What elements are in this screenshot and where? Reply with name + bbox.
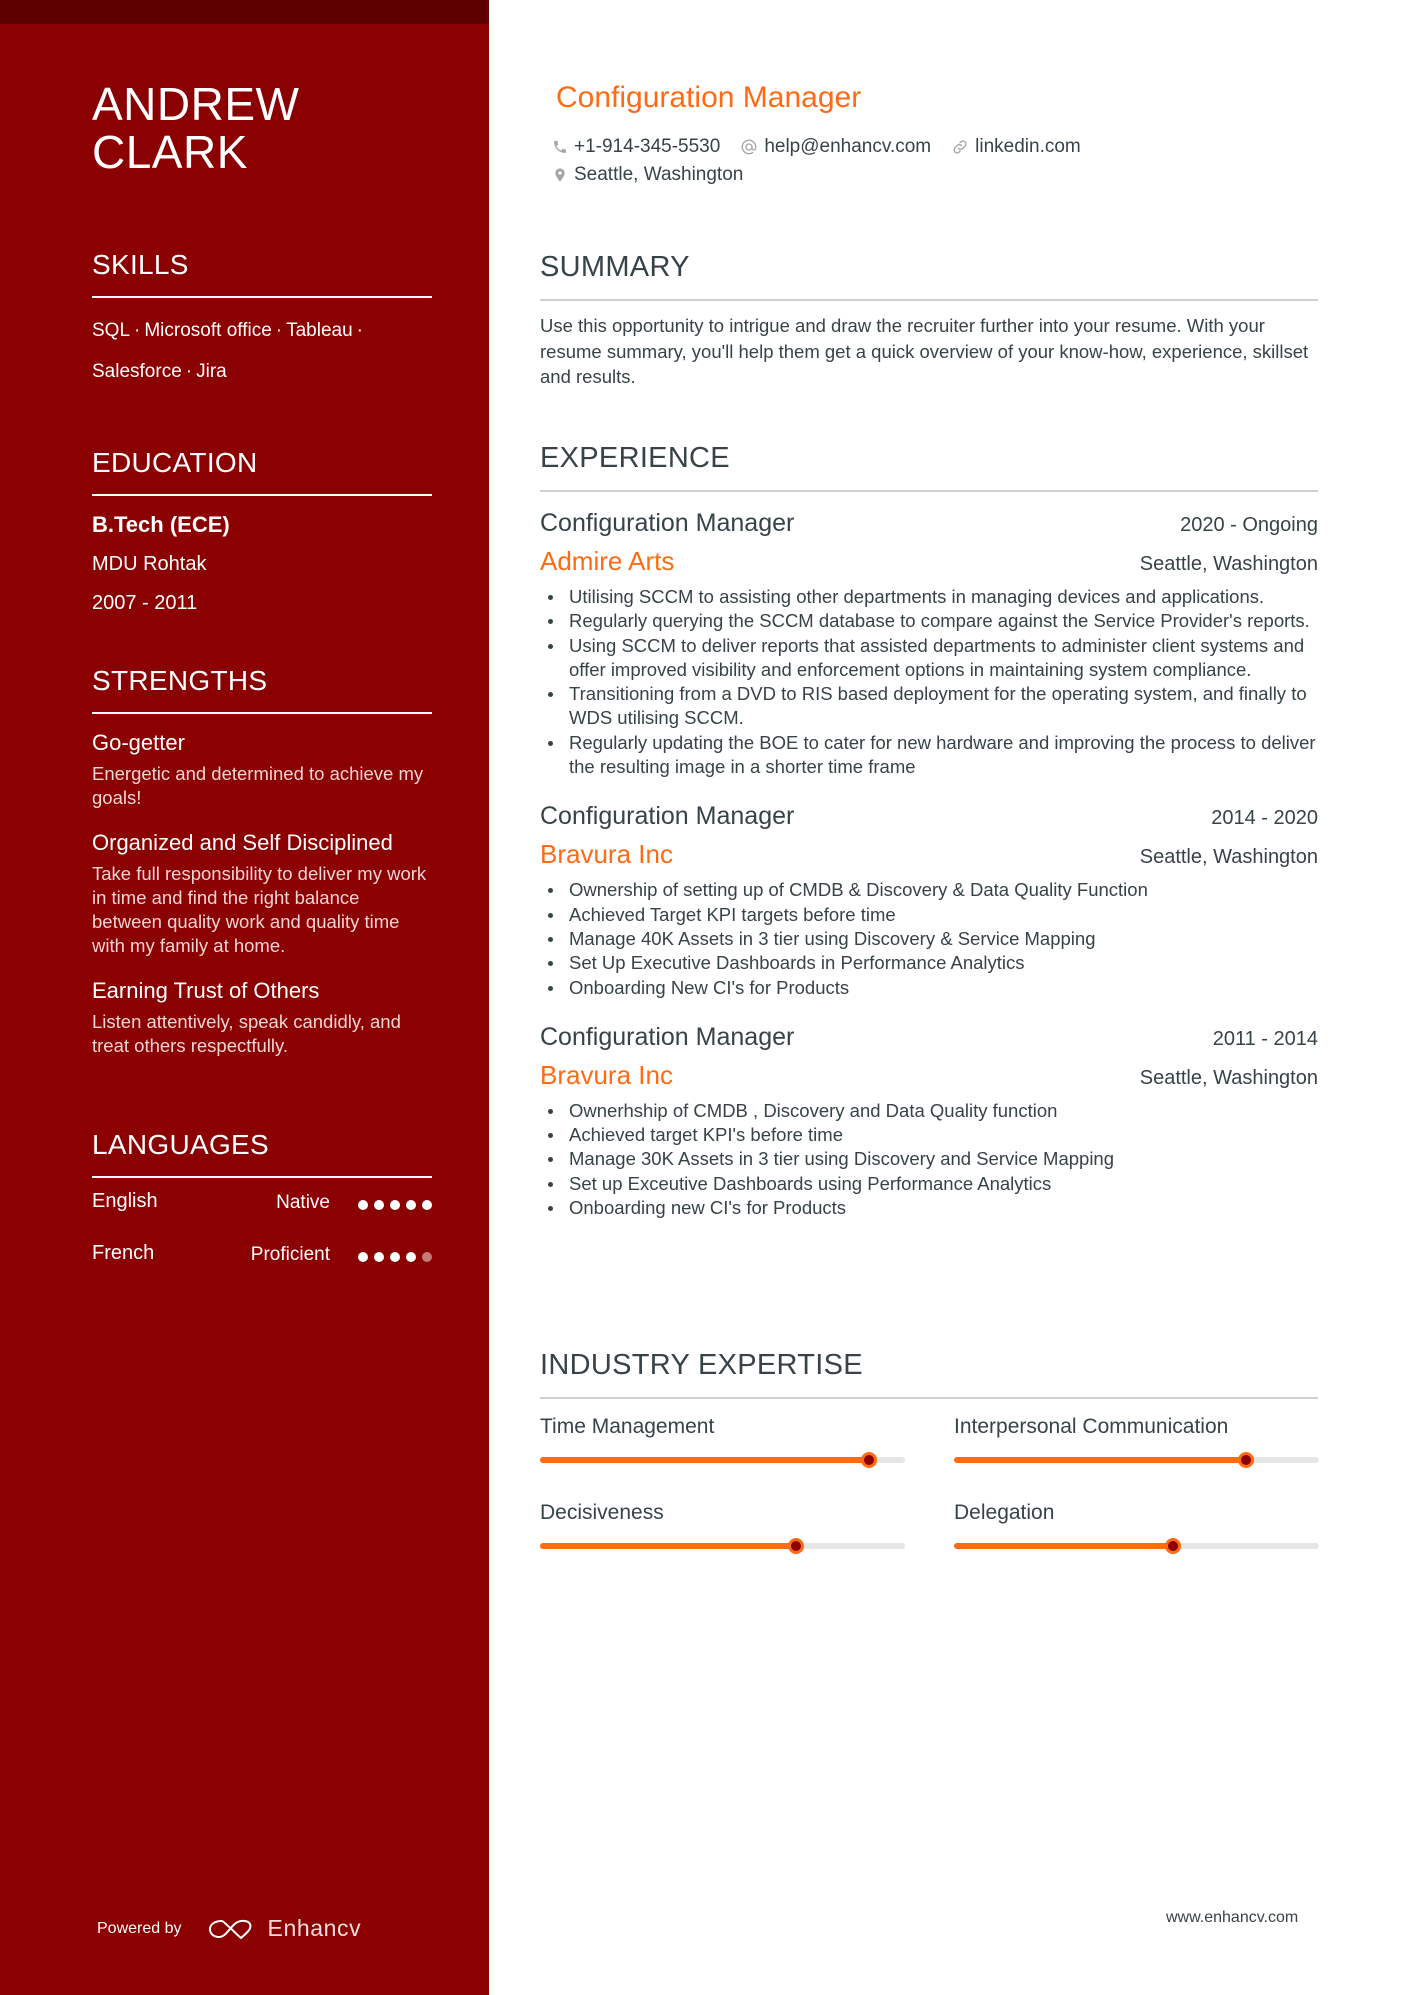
education-degree: B.Tech (ECE) [92,512,230,537]
sidebar [0,0,489,1995]
experience-company-row [540,1056,1318,1097]
experience-header-row [540,799,1318,835]
education-divider [92,494,432,496]
rating-dot-empty [422,1252,432,1262]
experience-header-row [540,506,1318,542]
rating-dot-filled [406,1200,416,1210]
skills-divider [92,296,432,298]
expertise-item [540,1413,905,1463]
skill-tag: Tableau [286,320,353,341]
education-title: EDUCATION [92,447,258,478]
skills-line-1 [92,310,432,351]
skill-tag: Salesforce [92,361,182,382]
enhancv-logo-icon [208,1917,254,1941]
at-icon [740,138,758,156]
experience-bullet: Using SCCM to deliver reports that assisted departments to administer client systems and offer improved visibility and enforcement options in maintaining system compliance. [540,634,1318,683]
location-pin-icon [552,166,568,184]
enhancv-wordmark: Enhancv [267,1915,362,1941]
language-name: French [92,1242,155,1264]
education-section [92,446,432,618]
experience-company-row [540,835,1318,876]
rating-dot-filled [390,1252,400,1262]
candidate-name [92,80,299,176]
language-rating-dots [358,1200,432,1210]
experience-bullet: Ownership of setting up of CMDB & Discovery & Data Quality Function [540,878,1318,902]
contact-phone[interactable] [552,136,720,158]
rating-dot-filled [422,1200,432,1210]
summary-text: Use this opportunity to intrigue and draw the recruiter further into your resume. With your resume summary, you'll help them get a quick overview of your know-how, experience, skillset and results. [540,315,1309,387]
experience-bullet: Ownerhship of CMDB , Discovery and Data Quality function [540,1099,1318,1123]
rating-dot-filled [374,1200,384,1210]
experience-divider [540,490,1318,492]
expertise-bar-fill [954,1457,1246,1463]
expertise-item [540,1499,905,1549]
strength-item [92,728,432,810]
experience-header-row [540,1020,1318,1056]
experience-dates: 2011 - 2014 [1212,1027,1318,1050]
rating-dot-filled [390,1200,400,1210]
experience-entry [540,799,1318,999]
strengths-divider [92,712,432,714]
contact-row-2 [552,161,1101,189]
skills-list [92,310,432,392]
expertise-bar-fill [540,1543,796,1549]
expertise-grid [540,1413,1318,1549]
summary-section [540,250,1318,390]
skill-tag: SQL [92,320,131,341]
phone-text: +1-914-345-5530 [574,136,721,157]
expertise-bar-knob [1165,1538,1181,1554]
skill-tag: Jira [196,361,227,382]
strengths-section [92,664,432,1058]
experience-role: Configuration Manager [540,1022,795,1051]
expertise-bar-track [954,1457,1319,1463]
experience-dates: 2014 - 2020 [1211,807,1318,830]
powered-by [97,1915,361,1942]
job-title: Configuration Manager [556,81,862,114]
experience-entry [540,1020,1318,1220]
rating-dot-filled [406,1252,416,1262]
expertise-divider [540,1397,1318,1399]
email-text: help@enhancv.com [764,136,932,157]
expertise-label: Delegation [954,1501,1055,1524]
skill-separator: · [275,320,283,341]
expertise-label: Decisiveness [540,1501,664,1524]
summary-divider [540,299,1318,301]
contact-email[interactable] [740,136,931,158]
experience-bullet: Onboarding New CI's for Products [540,976,1318,1000]
experience-location: Seattle, Washington [1139,1066,1318,1089]
enhancv-logo[interactable] [208,1915,362,1942]
strengths-title: STRENGTHS [92,665,268,696]
experience-location: Seattle, Washington [1139,553,1318,575]
experience-company: Bravura Inc [540,839,673,870]
language-name: English [92,1190,158,1212]
languages-section [92,1128,432,1282]
name-last: CLARK [92,126,248,178]
skill-tag: Microsoft office [144,320,272,341]
rating-dot-filled [374,1252,384,1262]
contact-info [552,133,1101,189]
experience-company: Admire Arts [540,546,675,576]
expertise-bar-fill [540,1457,869,1463]
experience-company-row [540,542,1318,583]
experience-role: Configuration Manager [540,509,795,537]
experience-title: EXPERIENCE [540,442,730,474]
expertise-bar-track [540,1457,905,1463]
skill-separator: · [356,320,363,341]
contact-row-1 [552,133,1101,161]
education-school: MDU Rohtak [92,553,207,575]
experience-bullet: Manage 40K Assets in 3 tier using Discovery & Service Mapping [540,927,1318,951]
languages-title: LANGUAGES [92,1129,269,1160]
education-years: 2007 - 2011 [92,592,198,614]
expertise-bar-fill [954,1543,1173,1549]
strength-item [92,828,432,958]
contact-location [552,164,743,186]
experience-company: Bravura Inc [540,1059,673,1090]
experience-bullets [540,1099,1318,1220]
footer-website-link[interactable]: www.enhancv.com [1166,1909,1299,1926]
location-text: Seattle, Washington [574,164,744,185]
expertise-bar-track [954,1543,1319,1549]
language-level: Proficient [250,1244,330,1265]
experience-bullet: Set Up Executive Dashboards in Performance Analytics [540,951,1318,975]
language-row [92,1230,432,1282]
experience-bullet: Transitioning from a DVD to RIS based deployment for the operating system, and finally to WDS utilising SCCM. [540,682,1318,731]
expertise-item [954,1413,1319,1463]
experience-bullet: Regularly updating the BOE to cater for new hardware and improving the process to deliver the resulting image in a shorter time frame [540,731,1318,780]
expertise-bar-knob [788,1538,804,1554]
skill-separator: · [134,320,141,341]
contact-link[interactable] [951,136,1081,158]
experience-bullet: Onboarding new CI's for Products [540,1196,1318,1220]
expertise-section [540,1348,1318,1549]
expertise-bar-track [540,1543,905,1549]
strength-item [92,976,432,1058]
experience-bullet: Achieved Target KPI targets before time [540,903,1318,927]
language-rating-dots [358,1252,432,1262]
skills-line-2 [92,351,432,392]
skills-title: SKILLS [92,249,189,280]
strength-description: Listen attentively, speak candidly, and treat others respectfully. [92,1011,401,1056]
language-level: Native [276,1192,330,1213]
experience-bullets [540,585,1318,779]
experience-location: Seattle, Washington [1139,846,1318,869]
strength-title: Earning Trust of Others [92,978,320,1003]
experience-bullet: Utilising SCCM to assisting other departments in managing devices and applications. [540,585,1318,609]
experience-bullet: Manage 30K Assets in 3 tier using Discovery and Service Mapping [540,1147,1318,1171]
expertise-label: Interpersonal Communication [954,1415,1229,1438]
experience-entry [540,506,1318,779]
link-icon [951,138,969,156]
skill-separator: · [185,361,193,382]
experience-bullets [540,878,1318,999]
powered-by-label: Powered by [97,1919,182,1937]
experience-bullet: Regularly querying the SCCM database to compare against the Service Provider's reports. [540,609,1318,633]
strength-title: Organized and Self Disciplined [92,830,393,855]
expertise-item [954,1499,1319,1549]
skills-section [92,248,432,392]
language-row [92,1178,432,1230]
sidebar-top-band [0,0,489,24]
summary-title: SUMMARY [540,251,690,283]
expertise-label: Time Management [540,1415,715,1438]
link-text: linkedin.com [975,136,1081,157]
expertise-bar-knob [861,1452,877,1468]
experience-bullet: Achieved target KPI's before time [540,1123,1318,1147]
strength-title: Go-getter [92,730,185,755]
phone-icon [552,139,568,155]
experience-section [540,441,1318,1220]
experience-role: Configuration Manager [540,802,795,831]
strength-description: Energetic and determined to achieve my goals! [92,763,424,808]
experience-bullet: Set up Exceutive Dashboards using Performance Analytics [540,1172,1318,1196]
name-first: ANDREW [92,78,300,130]
rating-dot-filled [358,1252,368,1262]
expertise-bar-knob [1238,1452,1254,1468]
rating-dot-filled [358,1200,368,1210]
strength-description: Take full responsibility to deliver my work in time and find the right balance between quality work and quality time with my family at home. [92,863,427,956]
experience-dates: 2020 - Ongoing [1180,514,1318,536]
expertise-title: INDUSTRY EXPERTISE [540,1349,863,1381]
